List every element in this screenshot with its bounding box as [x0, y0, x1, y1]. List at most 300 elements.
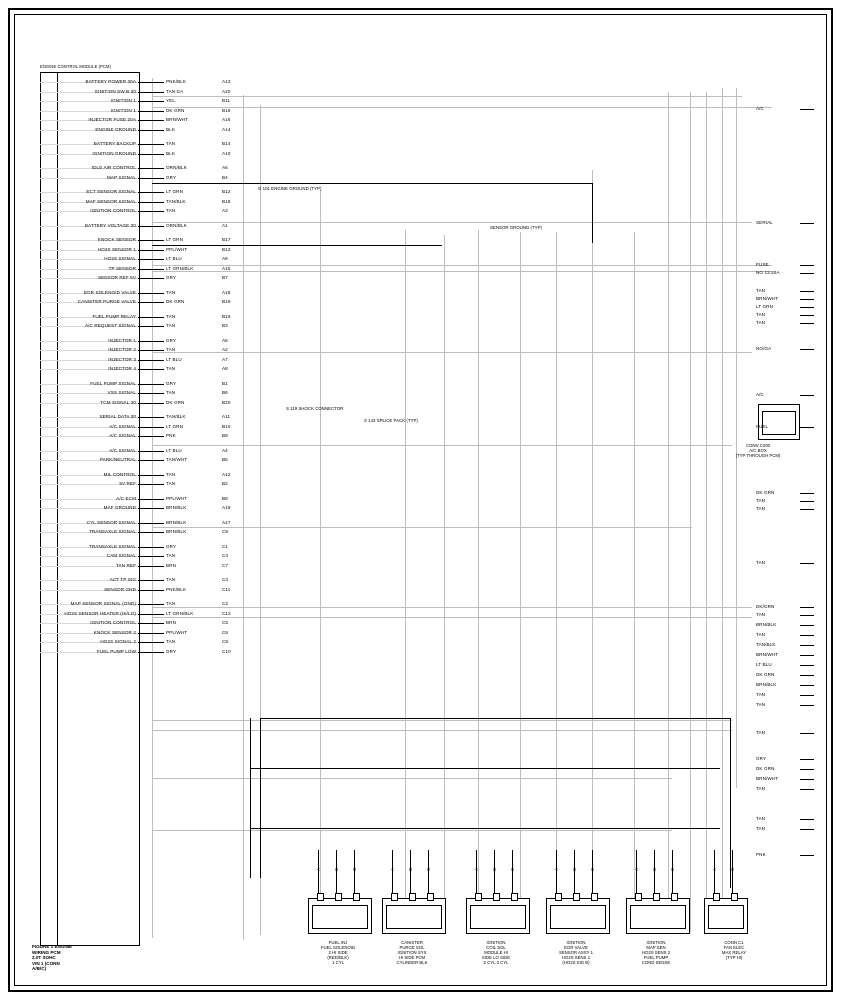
right-wire-label: A/C — [756, 106, 764, 111]
connector-lead — [556, 850, 557, 898]
pin-function-label: HO2S SENSOR 1 — [97, 246, 136, 252]
pin-function-label: KNOCK SENSOR — [97, 237, 136, 242]
pin-function-label: IGNITION 1 — [110, 107, 136, 113]
connector-pin — [409, 893, 416, 901]
pin-lead — [138, 144, 164, 145]
pin-number-label: A1 — [222, 222, 228, 228]
connector-lead — [336, 850, 337, 898]
pin-number-label: C7 — [222, 562, 229, 568]
pin-number-label: A6 — [222, 165, 228, 170]
connector-lead — [512, 850, 513, 898]
pin-lead — [138, 460, 164, 461]
pin-lead — [138, 82, 164, 83]
right-lead — [800, 299, 814, 300]
pin-number-label: A10 — [222, 150, 231, 156]
right-lead — [800, 223, 814, 224]
wire-color-label: TAN — [166, 481, 176, 486]
connector-pin — [335, 893, 342, 901]
wire-color-label: LT GRN/BLK — [166, 610, 194, 616]
bus-line — [690, 92, 691, 932]
right-wire-label: TAN — [756, 816, 766, 821]
pin-lead — [138, 451, 164, 452]
wire-segment — [730, 718, 731, 888]
wire-color-label: TAN — [166, 323, 176, 328]
caption-line: 2 HI SIDE — [328, 950, 348, 955]
pin-function-label: TCM SIGNAL 30 — [100, 399, 136, 405]
wire-color-label: TAN — [166, 289, 176, 295]
pin-number-label: C4 — [222, 553, 229, 558]
pin-number-label: B3 — [222, 323, 228, 328]
wire-color-label: BRN/BLK — [166, 519, 187, 525]
pin-number-label: B11 — [222, 98, 231, 103]
bus-line — [478, 230, 479, 930]
caption-line: MAP SEN — [646, 945, 666, 950]
caption-line: COIL SOL — [486, 945, 506, 950]
pin-number-label: C1 — [222, 543, 229, 549]
pin-lead — [138, 211, 164, 212]
caption-line: VIN 1 (CONN — [32, 960, 60, 966]
right-wire-label: BRN/BLK — [756, 682, 777, 687]
caption-line: FUEL PUMP — [643, 955, 669, 960]
caption-line: A/C BOX — [749, 448, 767, 453]
right-wire-label: A/C — [756, 392, 764, 397]
bus-line — [152, 607, 752, 608]
right-lead — [800, 759, 814, 760]
connector-lead — [392, 850, 393, 898]
caption-line: A/B/C) — [32, 966, 47, 972]
wire-color-label: GRY — [166, 174, 177, 180]
pin-lead — [138, 508, 164, 509]
pin-function-label: CAM SIGNAL — [106, 553, 136, 558]
caption-line: MODULE HI — [484, 950, 508, 955]
pin-function-label: SERIAL DATA 30 — [99, 414, 136, 419]
connector-pin — [555, 893, 562, 901]
pin-function-label: SENSOR GND — [104, 586, 136, 592]
right-lead — [800, 395, 814, 396]
pin-function-label: A/C SIGNAL — [109, 423, 136, 429]
pin-lead — [138, 154, 164, 155]
connector-pin — [573, 893, 580, 901]
wire-color-label: GRY — [166, 275, 177, 280]
wire-color-label: PPL/WHT — [166, 495, 188, 501]
caption-line: SIDE LO SIDE — [481, 955, 511, 960]
right-wire-label: TAN — [756, 560, 766, 565]
caption-line: IGNITION SYS — [397, 950, 427, 955]
caption-line: IGNITION — [486, 940, 506, 945]
wire-color-label: LT BLU — [166, 356, 182, 362]
figure-caption — [32, 944, 72, 972]
pin-number-label: B19 — [222, 299, 231, 304]
wire-color-label: LT GRN — [166, 237, 184, 242]
right-wire-label: FUSE — [756, 262, 769, 267]
right-lead — [800, 855, 814, 856]
connector-injector-4[interactable] — [546, 898, 610, 934]
pin-number-label: B4 — [222, 174, 228, 180]
wire-color-label: TAN/BLK — [166, 198, 186, 204]
right-wire-label: NO/GA — [756, 346, 772, 351]
connector-pin — [353, 893, 360, 901]
pin-number-label: C2 — [222, 601, 229, 606]
right-wire-label: TAN — [756, 312, 766, 317]
right-wire-label: BRN/WHT — [756, 776, 779, 781]
pin-lead — [138, 269, 164, 270]
pin-number-label: A12 — [222, 471, 231, 477]
note-ground: G 101 ENGINE GROUND (TYP) — [258, 186, 322, 191]
caption-line: (RED/BLK) — [327, 955, 349, 960]
pin-number-label: A13 — [222, 79, 231, 84]
wire-color-label: LT BLU — [166, 447, 182, 453]
right-lead — [800, 733, 814, 734]
right-lead — [800, 323, 814, 324]
bus-line — [152, 107, 772, 108]
wire-segment — [260, 718, 730, 719]
caption-line: (TYP HI) — [725, 955, 743, 960]
pin-number-label: B17 — [222, 237, 231, 242]
bus-line — [152, 271, 772, 272]
connector-pin — [427, 893, 434, 901]
wire-color-label: TAN/BLK — [166, 414, 186, 419]
pin-function-label: MAF SENSOR SIGNAL — [85, 198, 136, 204]
pin-function-label: MAP SIGNAL — [107, 174, 136, 180]
pin-lead — [138, 652, 164, 653]
caption-line: FUEL SOLENOID — [320, 945, 356, 950]
bus-line — [556, 232, 557, 930]
note-splice-pack: S 143 SPLICE PACK (TYP) — [364, 418, 418, 423]
pin-function-label: ENGINE GROUND — [95, 126, 136, 132]
connector-caption — [460, 940, 532, 965]
pin-lead — [138, 120, 164, 121]
right-wire-label: TAN — [756, 320, 766, 325]
bus-line — [405, 230, 406, 930]
caption-line: HI SIDE PCM — [398, 955, 426, 960]
pin-lead — [138, 360, 164, 361]
connector-lead — [672, 850, 673, 898]
pin-lead — [138, 192, 164, 193]
pin-function-label: INJECTOR 4 — [108, 366, 136, 371]
connector-pin — [493, 893, 500, 901]
pin-function-label: TRANSAXLE SIGNAL — [88, 543, 136, 549]
wire-segment — [250, 718, 251, 878]
pin-number-label: A9 — [222, 256, 228, 261]
bus-line — [736, 88, 737, 788]
wire-color-label: GRY — [166, 337, 177, 343]
wire-color-label: TAN — [166, 366, 176, 371]
wire-color-label: LT GRN — [166, 423, 184, 429]
pin-lead — [138, 499, 164, 500]
connector-lead — [318, 850, 319, 898]
pin-number-label: C9 — [222, 529, 229, 534]
pin-function-label: TRANSAXLE SIGNAL — [88, 529, 136, 534]
pin-lead — [138, 101, 164, 102]
bus-line — [152, 617, 752, 618]
wire-color-label: BRN/BLK — [166, 505, 187, 510]
caption-line: SENSOR ASSY 1 — [558, 950, 594, 955]
caption-line: (TYP THROUGH PCM) — [735, 453, 781, 458]
right-wire-label: BRN/WHT — [756, 296, 779, 301]
connector-c200[interactable] — [758, 404, 800, 440]
connector-pin — [475, 893, 482, 901]
pin-lead — [138, 623, 164, 624]
right-lead — [800, 685, 814, 686]
pin-function-label: IGNITION GROUND — [92, 150, 136, 156]
right-wire-label: TAN — [756, 498, 766, 503]
right-lead — [800, 109, 814, 110]
connector-c200-caption — [722, 443, 794, 458]
pin-number-label: C6 — [222, 629, 229, 635]
pin-lead — [138, 168, 164, 169]
right-lead — [800, 695, 814, 696]
right-wire-label: TAN — [756, 730, 766, 735]
caption-line: 2 CYL 3 CYL — [483, 960, 509, 965]
wire-color-label: BRN — [166, 620, 176, 625]
right-wire-label: TAN — [756, 786, 766, 791]
pin-lead — [138, 302, 164, 303]
right-wire-label: SERIAL — [756, 220, 773, 225]
connector-lead — [494, 850, 495, 898]
right-wire-label: LT GRN — [756, 304, 774, 309]
wire-color-label: TAN — [166, 471, 176, 477]
right-wire-label: TAN — [756, 288, 766, 293]
pin-function-label: MIL CONTROL — [103, 471, 136, 477]
bus-line — [152, 265, 772, 266]
right-wire-label: TAN — [756, 692, 766, 697]
right-lead — [800, 427, 814, 428]
pin-lead — [138, 556, 164, 557]
pin-lead — [138, 475, 164, 476]
pin-lead — [138, 436, 164, 437]
pin-number-label: A3 — [222, 208, 228, 213]
pin-number-label: B18 — [222, 198, 231, 204]
connector-injector-3[interactable] — [466, 898, 530, 934]
caption-line: HO2S SENS 1 — [561, 955, 591, 960]
pin-lead — [138, 484, 164, 485]
right-lead — [800, 789, 814, 790]
wire-color-label: TAN — [166, 208, 176, 213]
wire-color-label: BLK — [166, 126, 175, 132]
wire-color-label: YEL — [166, 98, 175, 103]
caption-line: IGNITION — [646, 940, 666, 945]
wire-color-label: TAN — [166, 347, 176, 352]
right-wire-label: TAN — [756, 826, 766, 831]
right-lead — [800, 307, 814, 308]
pin-number-label: C10 — [222, 648, 231, 654]
right-lead — [800, 607, 814, 608]
right-wire-label: LT BLU — [756, 662, 772, 667]
pin-function-label: HO2S SIGNAL — [104, 256, 136, 261]
pin-function-label: CYL SENSOR SIGNAL — [86, 519, 136, 525]
caption-line: IGNITION — [566, 940, 586, 945]
right-lead — [800, 265, 814, 266]
connector-caption — [698, 940, 770, 960]
wire-color-label: LT GRN/BLK — [166, 265, 194, 271]
pin-function-label: HO2S SENSOR HEATER (HI/LO) — [64, 610, 136, 616]
pin-function-label: MAP SENSOR SIGNAL (GND) — [70, 601, 136, 606]
pin-function-label: A/C SIGNAL — [109, 447, 136, 453]
wire-color-label: TAN — [166, 553, 176, 558]
connector-lead — [732, 850, 733, 898]
connector-pin — [591, 893, 598, 901]
connector-lead — [592, 850, 593, 898]
bus-line — [592, 170, 593, 930]
wire-segment — [152, 245, 442, 246]
pin-function-label: ACT TP SIG — [109, 577, 136, 582]
pin-lead — [138, 547, 164, 548]
connector-lead — [476, 850, 477, 898]
pin-number-label: C5 — [222, 620, 229, 625]
connector-injector-5[interactable] — [626, 898, 690, 934]
right-wire-label: TAN/BLK — [756, 642, 776, 647]
pin-lead — [138, 393, 164, 394]
pin-number-label: B7 — [222, 275, 228, 280]
note-sensor-ground: SENSOR GROUND (TYP) — [490, 225, 542, 230]
pin-lead — [138, 259, 164, 260]
right-lead — [800, 501, 814, 502]
caption-line: FAN ELEC — [723, 945, 745, 950]
connector-caption — [540, 940, 612, 965]
right-lead — [800, 665, 814, 666]
pin-lead — [138, 417, 164, 418]
bus-line — [152, 445, 732, 446]
wire-color-label: PNK/BLK — [166, 586, 187, 592]
bus-line — [152, 527, 692, 528]
caption-line: PURGE SOL — [399, 945, 425, 950]
wire-segment — [592, 183, 593, 243]
right-lead — [800, 635, 814, 636]
wire-color-label: BRN/WHT — [166, 117, 189, 122]
connector-pin — [653, 893, 660, 901]
connector-lead — [714, 850, 715, 898]
pin-lead — [138, 523, 164, 524]
pin-number-label: A14 — [222, 126, 231, 132]
connector-lead — [410, 850, 411, 898]
pin-number-label: A8 — [222, 366, 228, 371]
right-wire-label: TAN — [756, 506, 766, 511]
bus-line — [152, 720, 732, 721]
caption-line: COND SENSE — [641, 960, 671, 965]
pin-lead — [138, 317, 164, 318]
pin-function-label: TAN REF — [115, 562, 136, 568]
pin-lead — [138, 580, 164, 581]
pin-number-label: A4 — [222, 447, 228, 453]
connector-lead — [574, 850, 575, 898]
pin-function-label: IDLE AIR CONTROL — [91, 165, 136, 170]
right-wire-label: TAN — [756, 702, 766, 707]
pin-lead — [138, 604, 164, 605]
caption-line: CANISTER — [401, 940, 423, 945]
pin-number-label: B14 — [222, 141, 231, 146]
right-lead — [800, 645, 814, 646]
bus-line — [634, 232, 635, 930]
pin-number-label: B15 — [222, 107, 231, 113]
wire-color-label: DK GRN — [166, 299, 185, 304]
pin-number-label: B16 — [222, 313, 231, 319]
pin-lead — [138, 293, 164, 294]
pin-function-label: A/C SIGNAL — [109, 433, 136, 438]
pin-lead — [138, 427, 164, 428]
pin-number-label: B20 — [222, 399, 231, 405]
wire-color-label: ORN/BLK — [166, 222, 187, 228]
wire-color-label: ORN/BLK — [166, 165, 187, 170]
pin-function-label: IGNITION SW B 30 — [94, 88, 136, 94]
wire-color-label: TAN/WHT — [166, 457, 188, 462]
connector-lead — [636, 850, 637, 898]
pin-number-label: B9 — [222, 433, 228, 438]
wire-color-label: TAN — [166, 313, 176, 319]
wire-color-label: TAN — [166, 577, 176, 582]
wire-color-label: TAN GA — [166, 88, 184, 94]
pin-number-label: B10 — [222, 423, 231, 429]
pin-function-label: VSS SIGNAL — [107, 390, 136, 395]
bus-line — [152, 830, 672, 831]
connector-injector-2[interactable] — [382, 898, 446, 934]
pin-function-label: HO2S SIGNAL 2 — [100, 639, 136, 644]
wire-segment — [250, 768, 720, 769]
connector-pin — [317, 893, 324, 901]
wire-color-label: DK GRN — [166, 107, 185, 113]
pin-function-label: INJECTOR 3 — [108, 356, 136, 362]
pin-number-label: A19 — [222, 505, 231, 510]
connector-pin — [671, 893, 678, 901]
pin-number-label: C8 — [222, 639, 229, 644]
connector-connector-6[interactable] — [704, 898, 748, 934]
pin-lead — [138, 250, 164, 251]
bus-line — [152, 96, 742, 97]
right-lead — [800, 675, 814, 676]
right-lead — [800, 493, 814, 494]
connector-caption — [620, 940, 692, 965]
right-lead — [800, 315, 814, 316]
pin-number-label: A5 — [222, 337, 228, 343]
pin-number-label: A18 — [222, 289, 231, 295]
wire-segment — [250, 828, 720, 829]
right-wire-label: TAN — [756, 632, 766, 637]
right-wire-label: BRN/WHT — [756, 652, 779, 657]
connector-injector-1[interactable] — [308, 898, 372, 934]
wire-color-label: GRY — [166, 380, 177, 386]
right-lead — [800, 705, 814, 706]
pin-lead — [138, 111, 164, 112]
connector-lead — [354, 850, 355, 898]
module-header-label: ENGINE CONTROL MODULE (PCM) — [40, 64, 112, 69]
pin-number-label: B8 — [222, 495, 228, 501]
pin-function-label: MAF GROUND — [103, 505, 136, 510]
bus-line — [320, 190, 321, 930]
bus-line — [722, 88, 723, 923]
pin-number-label: B5 — [222, 457, 228, 462]
connector-pin — [731, 893, 738, 901]
wire-color-label: PNK/BLK — [166, 79, 187, 84]
bus-line — [152, 222, 752, 223]
bus-line — [152, 778, 672, 779]
pin-function-label: PARK/NEUTRAL — [99, 457, 136, 462]
caption-line: FUEL INJ — [328, 940, 348, 945]
pin-function-label: IGNITION CONTROL — [90, 208, 136, 213]
pin-function-label: KNOCK SENSOR 2 — [93, 629, 136, 635]
pin-function-label: CANISTER PURGE VALVE — [77, 299, 136, 304]
note-shock-connector: S 119 SHOCK CONNECTOR — [286, 406, 344, 411]
pin-lead — [138, 350, 164, 351]
bus-line — [668, 92, 669, 932]
right-lead — [800, 291, 814, 292]
connector-lead — [428, 850, 429, 898]
wire-color-label: BLK — [166, 150, 175, 156]
pin-number-label: A2 — [222, 347, 228, 352]
pin-number-label: B12 — [222, 189, 231, 194]
pin-function-label: A/C ECM — [116, 495, 136, 501]
pin-function-label: SENSOR REF 5V — [97, 275, 136, 280]
caption-line: (HO2S SIG B) — [562, 960, 590, 965]
wire-color-label: DK GRN — [166, 399, 185, 405]
